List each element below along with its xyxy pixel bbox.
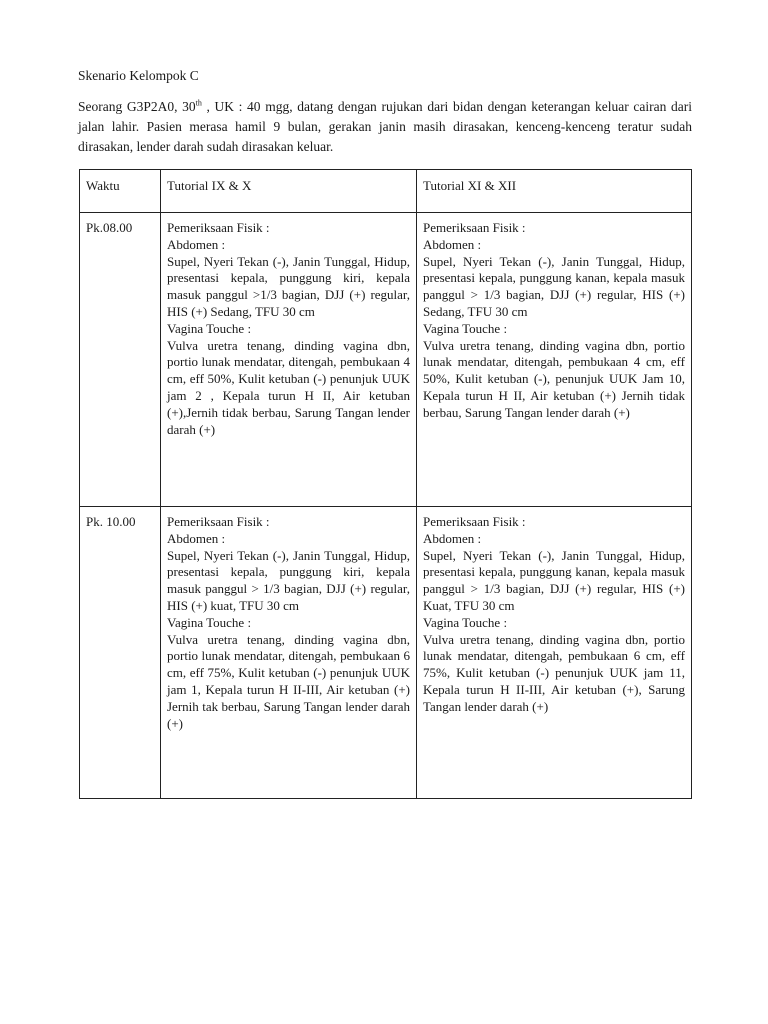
vagina-touche-findings: Vulva uretra tenang, dinding vagina dbn, portio lunak mendatar, ditengah, pembukaan 4 cm, eff 50%, Kulit ketuban (-), penunjuk UUK Jam 10, Kepala turun H II, Air ketuban (+) Jernih tidak berbau, Sarung Tangan lender darah (+) [423,337,685,420]
header-tutorial-xi-xii: Tutorial XI & XII [417,170,692,213]
scenario-paragraph [78,97,692,157]
abdomen-findings: Supel, Nyeri Tekan (-), Janin Tunggal, Hidup, presentasi kepala, punggung kanan, kepala masuk panggul > 1/3 bagian, DJJ (+) regular, HIS (+) Kuat, TFU 30 cm [423,547,685,613]
vagina-touche-label: Vagina Touche : [423,320,508,336]
table-header-row [80,170,692,213]
table-row [80,507,692,799]
exam-heading: Pemeriksaan Fisik : [423,220,526,235]
time-cell: Pk.08.00 [80,213,161,507]
scenario-text-start: Seorang G3P2A0, 30 [78,99,196,114]
exam-cell [417,507,692,799]
vagina-touche-label: Vagina Touche : [423,614,508,630]
vagina-touche-label: Vagina Touche : [167,614,252,630]
examination-table [79,169,692,799]
document-title: Skenario Kelompok C [78,68,199,83]
abdomen-findings: Supel, Nyeri Tekan (-), Janin Tunggal, Hidup, presentasi kepala, punggung kiri, kepala masuk panggul >1/3 bagian, DJJ (+) regular, HIS (+) Sedang, TFU 30 cm [167,253,410,319]
exam-cell [417,213,692,507]
vagina-touche-findings: Vulva uretra tenang, dinding vagina dbn, portio lunak mendatar, ditengah, pembukaan 6 cm, eff 75%, Kulit ketuban (-) penunjuk UUK jam 1, Kepala turun H II-III, Air ketuban (+) Jernih tak berbau, Sarung Tangan lender darah (+) [167,631,410,731]
exam-cell [161,213,417,507]
abdomen-label: Abdomen : [167,236,226,252]
vagina-touche-label: Vagina Touche : [167,320,252,336]
scenario-text-rest: , UK : 40 mgg, datang dengan rujukan dari bidan dengan keterangan keluar cairan dari jalan lahir. Pasien merasa hamil 9 bulan, gerakan janin masih dirasakan, kenceng-kenceng teratur sudah dirasakan, lender darah sudah dirasakan keluar. [78,99,693,154]
abdomen-findings: Supel, Nyeri Tekan (-), Janin Tunggal, Hidup, presentasi kepala, punggung kanan, kepala masuk panggul > 1/3 bagian, DJJ (+) regular, HIS (+) Sedang, TFU 30 cm [423,253,685,319]
abdomen-label: Abdomen : [423,530,482,546]
exam-heading: Pemeriksaan Fisik : [167,220,270,235]
ordinal-superscript: th [195,98,202,108]
abdomen-label: Abdomen : [167,530,226,546]
abdomen-findings: Supel, Nyeri Tekan (-), Janin Tunggal, Hidup, presentasi kepala, punggung kiri, kepala masuk panggul > 1/3 bagian, DJJ (+) regular, HIS (+) kuat, TFU 30 cm [167,547,410,613]
vagina-touche-findings: Vulva uretra tenang, dinding vagina dbn, portio lunak mendatar, ditengah, pembukaan 6 cm, eff 75%, Kulit ketuban (-) penunjuk UUK jam 11, Kepala turun H II-III, Air ketuban (+), Sarung Tangan lender darah (+) [423,631,685,714]
header-tutorial-ix-x: Tutorial IX & X [161,170,417,213]
exam-cell [161,507,417,799]
time-cell: Pk. 10.00 [80,507,161,799]
header-time: Waktu [80,170,161,213]
exam-heading: Pemeriksaan Fisik : [167,514,270,529]
exam-heading: Pemeriksaan Fisik : [423,514,526,529]
vagina-touche-findings: Vulva uretra tenang, dinding vagina dbn, portio lunak mendatar, ditengah, pembukaan 4 cm, eff 50%, Kulit ketuban (-) penunjuk UUK jam 2 , Kepala turun H II, Air ketuban (+),Jernih tidak berbau, Sarung Tangan lender darah (+) [167,337,410,437]
table-row [80,213,692,507]
abdomen-label: Abdomen : [423,236,482,252]
